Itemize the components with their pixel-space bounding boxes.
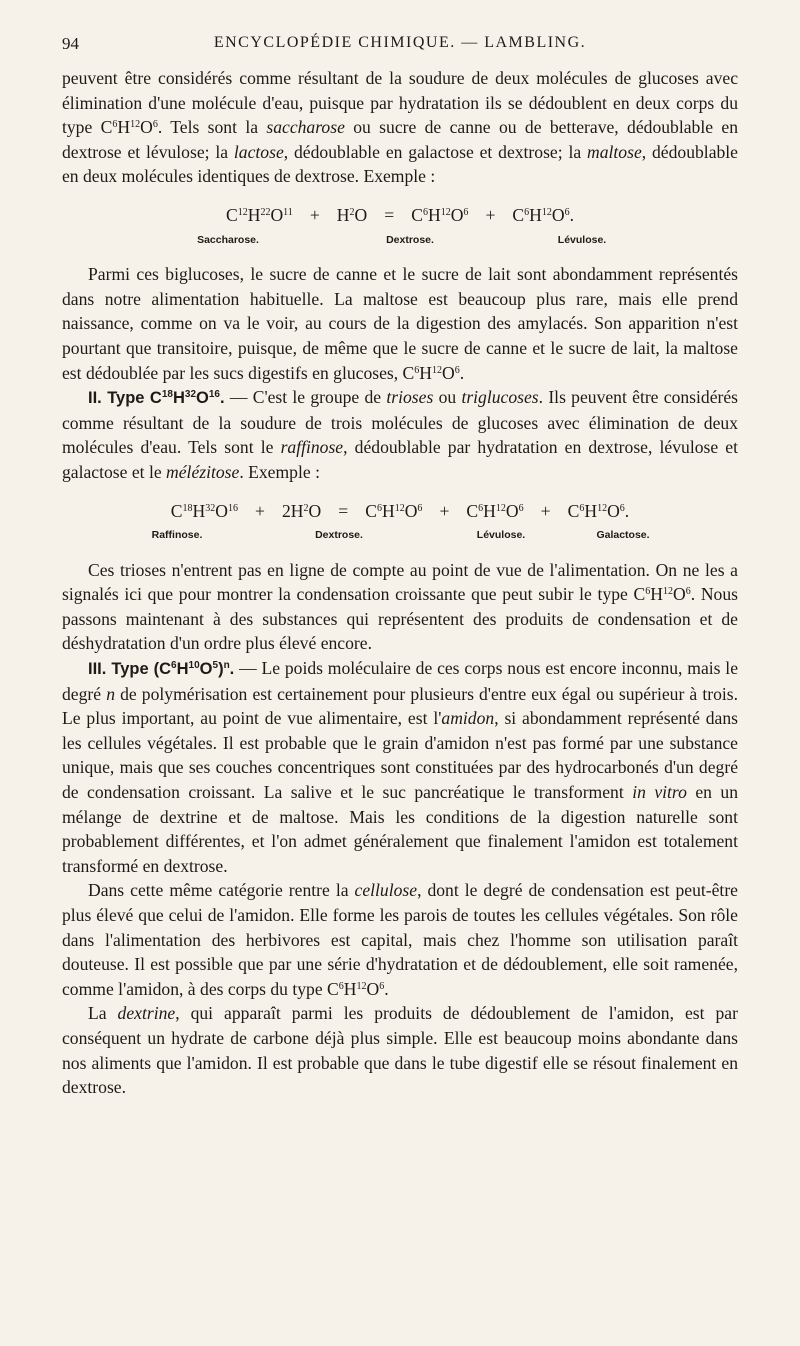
page-number: 94 (62, 34, 79, 53)
equation-raffinose: $C^{18}H^{32}O^{16}$ + $2H^2O$ = $C^6H^{12}O^6$ + $C^6H^{12}O^6$ + $C^6H^{12}O^6$. (170, 500, 630, 521)
paragraph-disaccharides: peuvent être considérés comme résultant de la soudure de deux molécules de glucoses avec élimination d'une molécule d'eau, puisque par hydratation ils se dédoublent en deux corps du type $C^6H^{12}O^6$. Tels sont la saccharose ou sucre de canne ou de betterave, dédoublable en dextrose et lévulose; la lactose, dédoublable en galactose et dextrose; la maltose, dédoublable en deux molécules identiques de dextrose. Exemple : (62, 68, 738, 187)
section-heading: II. Type $C^{18}H^{32}O^{16}$. (88, 389, 225, 408)
equation-saccharose: $C^{12}H^{22}O^{11}$ + $H^2O$ = $C^6H^{12}O^6$ + $C^6H^{12}O^6$. (225, 204, 575, 225)
paragraph-condensation: Ces trioses n'entrent pas en ligne de compte au point de vue de l'alimentation. On ne les a signalés ici que pour montrer la condensation croissante que peut subir le type $C^6H^{12}O^6$. Nous passons maintenant à des substances qui représentent des produits de condensation et de déshydratation d'un ordre plus élevé encore. (62, 559, 738, 654)
running-title: ENCYCLOPÉDIE CHIMIQUE. — LAMBLING. (213, 34, 587, 51)
paragraph-amidon: III. Type $(C^6H^{10}O^5)^n$. — Le poids moléculaire de ces corps nous est encore inconnu, mais le degré n de polymérisation est certainement pour plusieurs d'entre eux égal ou supérieur à trois. Le plus important, au point de vue alimentaire, est l'amidon, si abondamment représenté dans les cellules végétales. Il est probable que le grain d'amidon n'est pas formé par une substance unique, mais que ses couches concentriques sont constituées par des hydrocarbonés d'un degré de condensation croissant. La salive et le suc pancréatique le transforment in vitro en un mélange de dextrine et de maltose. Mais les conditions de la digestion naturelle sont probablement différentes, et l'on admet généralement que finalement l'amidon est totalement transformé en dextrose. (62, 658, 739, 876)
paragraph-dextrine: La dextrine, qui apparaît parmi les produits de dédoublement de l'amidon, est par conséquent un hydrate de carbone déjà plus simple. Elle est beaucoup moins abondante dans nos aliments que l'amidon. Il est probable que dans le tube digestif elle se résout finalement en dextrose. (62, 1003, 738, 1098)
page-header (62, 34, 738, 56)
section-heading: III. Type $(C^6H^{10}O^5)^n$. (88, 660, 235, 679)
equation-labels: Saccharose. Dextrose. Lévulose. (197, 233, 607, 246)
paragraph-cellulose: Dans cette même catégorie rentre la cellulose, dont le degré de condensation est peut-être plus élevé que celui de l'amidon. Elle forme les parois de toutes les cellules végétales. Son rôle dans l'alimentation des herbivores est capital, mais chez l'homme son utilisation paraît douteuse. Il est possible que par une série d'hydratation et de dédoublement, elle soit ramenée, comme l'amidon, à des corps du type $C^6H^{12}O^6$. (62, 880, 738, 999)
paragraph-trioses: II. Type $C^{18}H^{32}O^{16}$. — C'est le groupe de trioses ou triglucoses. Ils peuvent être considérés comme résultant de la soudure de trois molécules de glucoses avec élimination de deux molécules d'eau. Tels sont le raffinose, dédoublable par hydratation en dextrose, lévulose et galactose et le mélézitose. Exemple : (62, 387, 739, 482)
equation-labels: Raffinose. Dextrose. Lévulose. Galactose. (151, 529, 650, 542)
paragraph-biglucoses: Parmi ces biglucoses, le sucre de canne et le sucre de lait sont abondamment représentés dans notre alimentation habituelle. La maltose est beaucoup plus rare, mais elle prend naissance, comme on va le voir, au cours de la digestion des amylacés. Son apparition n'est pourtant que transitoire, puisque, de même que le sucre de canne et le sucre de lait, la maltose est dédoublée par les sucs digestifs en glucoses, $C^6H^{12}O^6$. (62, 264, 738, 383)
body-text (62, 66, 738, 1100)
